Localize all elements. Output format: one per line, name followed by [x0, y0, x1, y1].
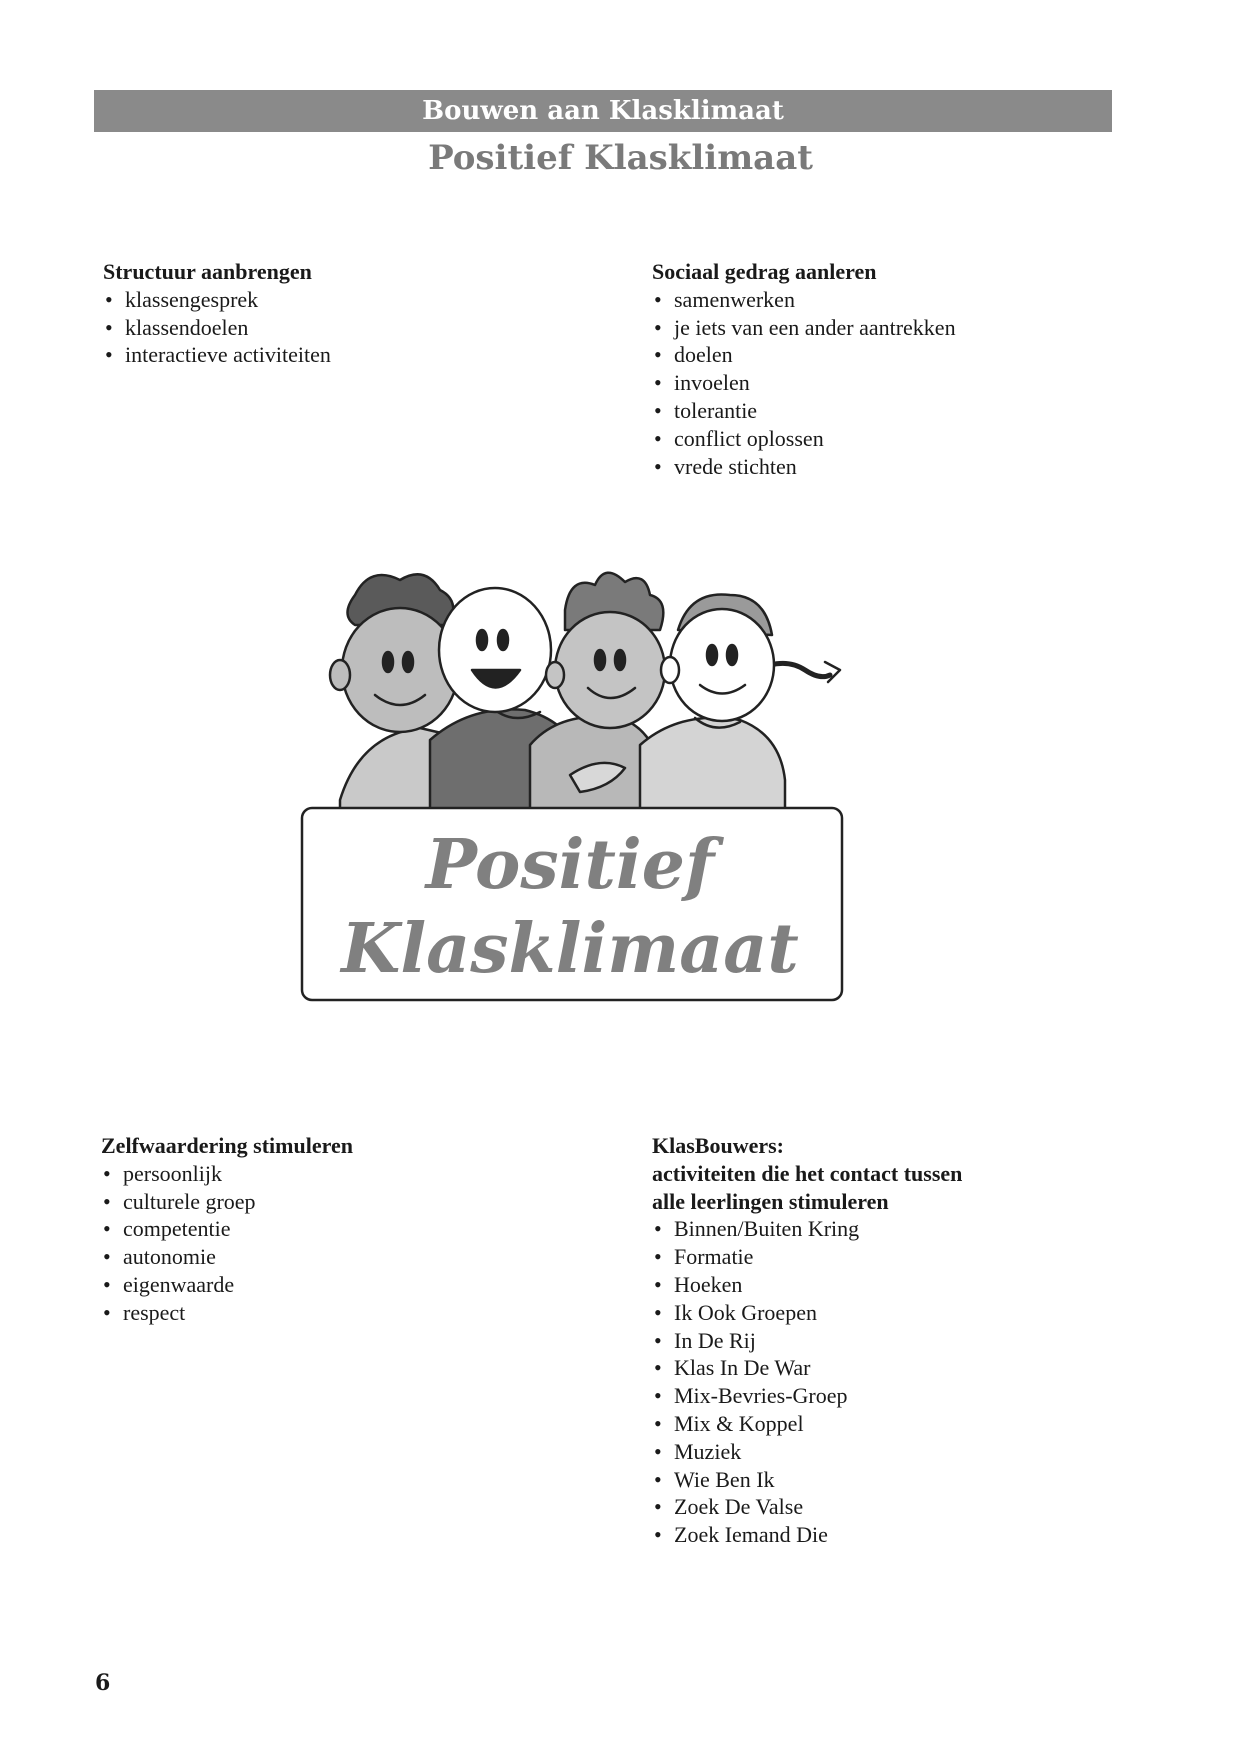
face — [439, 588, 551, 712]
list-item: • Binnen/Buiten Kring — [652, 1215, 1132, 1243]
children-holding-sign-illustration — [300, 570, 845, 1002]
page-title: Positief Klasklimaat — [428, 138, 813, 178]
section-heading: activiteiten die het contact tussen — [652, 1160, 963, 1186]
list-item: • eigenwaarde — [101, 1271, 581, 1299]
face — [670, 609, 774, 721]
list-item: • klassendoelen — [103, 314, 583, 342]
section-zelfwaardering — [101, 1132, 581, 1327]
sign-text-line1: Positief — [425, 825, 715, 905]
bullet-list — [103, 286, 583, 369]
list-item: • Ik Ook Groepen — [652, 1299, 1132, 1327]
list-item: • Hoeken — [652, 1271, 1132, 1299]
section-heading: KlasBouwers: — [652, 1133, 784, 1158]
list-item: • je iets van een ander aantrekken — [652, 314, 1132, 342]
list-item: • respect — [101, 1299, 581, 1327]
list-item: • persoonlijk — [101, 1160, 581, 1188]
section-banner: Bouwen aan Klasklimaat — [94, 90, 1112, 132]
bullet-list — [101, 1160, 581, 1327]
list-item: • doelen — [652, 341, 1132, 369]
bullet-list — [652, 286, 1132, 481]
list-item: • interactieve activiteiten — [103, 341, 583, 369]
list-item: • autonomie — [101, 1243, 581, 1271]
list-item: • culturele groep — [101, 1188, 581, 1216]
list-item: • tolerantie — [652, 397, 1132, 425]
section-heading: Structuur aanbrengen — [103, 259, 312, 284]
bullet-list — [652, 1215, 1132, 1549]
list-item: • Klas In De War — [652, 1354, 1132, 1382]
sign-text-line2: Klasklimaat — [341, 909, 799, 989]
braid — [770, 663, 830, 676]
section-heading: Zelfwaardering stimuleren — [101, 1133, 353, 1158]
section-sociaal — [652, 258, 1132, 480]
list-item: • Wie Ben Ik — [652, 1466, 1132, 1494]
list-item: • vrede stichten — [652, 453, 1132, 481]
list-item: • Muziek — [652, 1438, 1132, 1466]
face — [555, 612, 665, 728]
list-item: • samenwerken — [652, 286, 1132, 314]
list-item: • In De Rij — [652, 1327, 1132, 1355]
list-item: • Zoek Iemand Die — [652, 1521, 1132, 1549]
list-item: • Mix & Koppel — [652, 1410, 1132, 1438]
section-klasbouwers — [652, 1132, 1132, 1549]
list-item: • competentie — [101, 1215, 581, 1243]
child-body — [640, 718, 785, 815]
section-structuur — [103, 258, 583, 369]
section-heading: Sociaal gedrag aanleren — [652, 259, 877, 284]
list-item: • Formatie — [652, 1243, 1132, 1271]
list-item: • invoelen — [652, 369, 1132, 397]
list-item: • Zoek De Valse — [652, 1493, 1132, 1521]
page-number: 6 — [95, 1670, 111, 1696]
list-item: • Mix-Bevries-Groep — [652, 1382, 1132, 1410]
list-item: • klassengesprek — [103, 286, 583, 314]
list-item: • conflict oplossen — [652, 425, 1132, 453]
section-heading: alle leerlingen stimuleren — [652, 1188, 889, 1214]
